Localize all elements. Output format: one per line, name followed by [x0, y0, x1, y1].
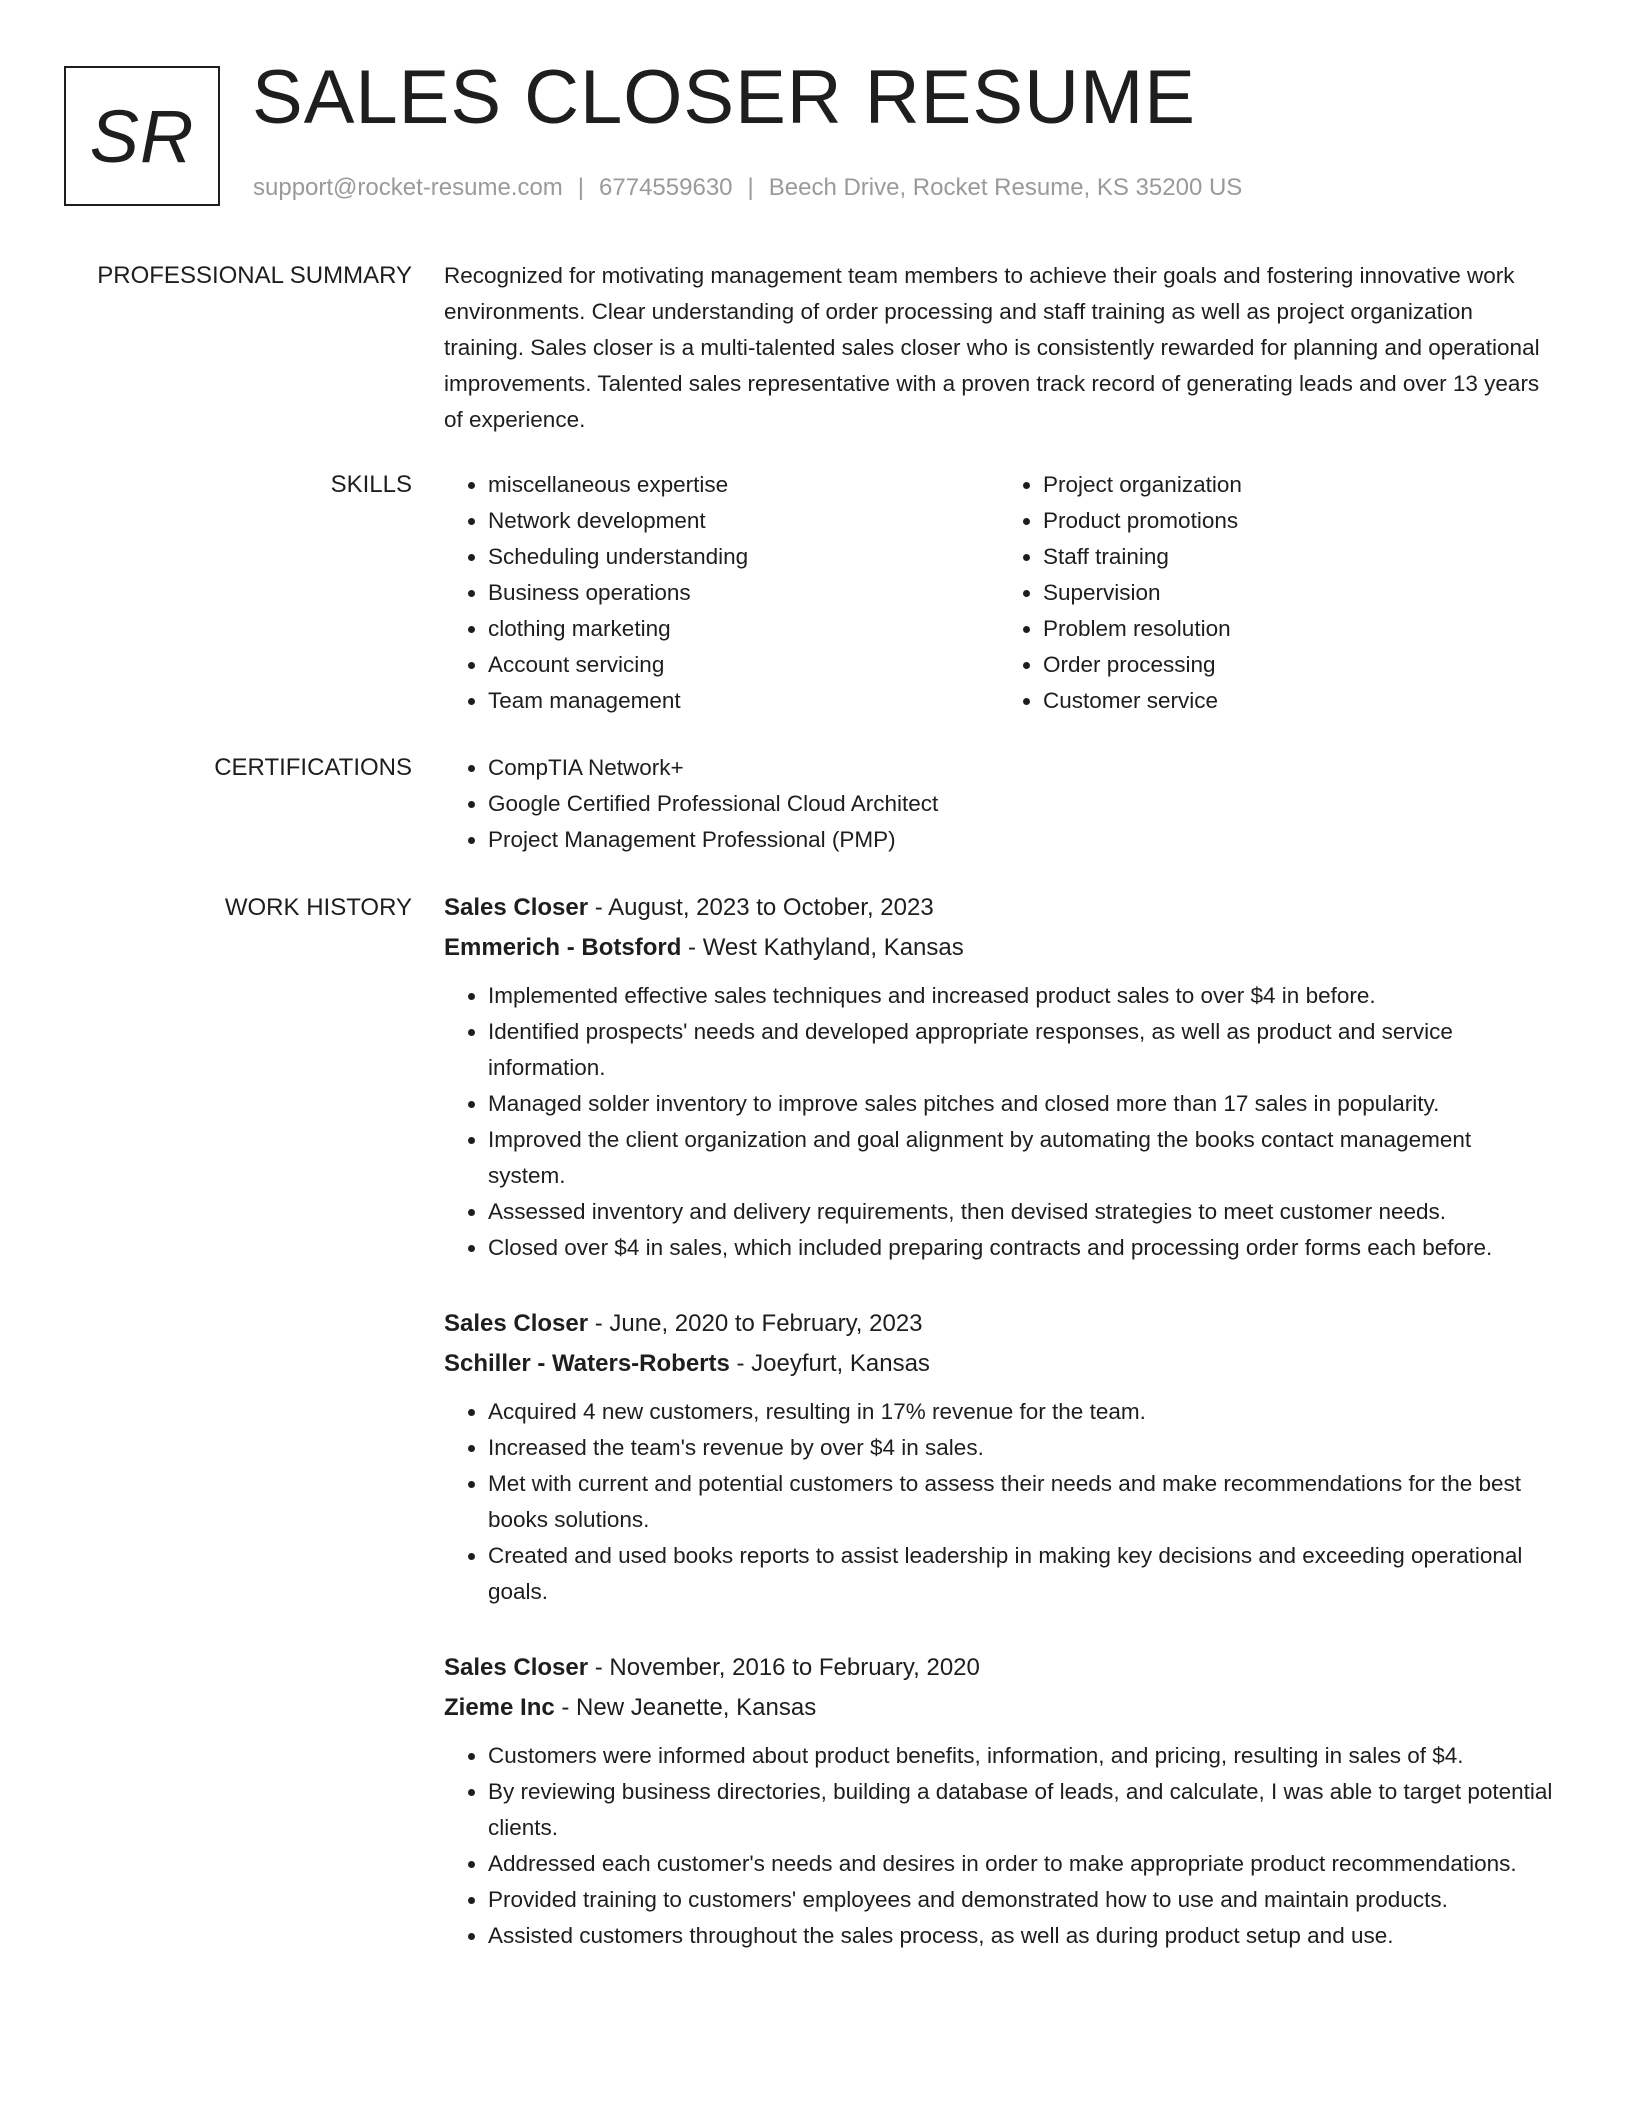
certifications-body: [444, 750, 1554, 858]
job-bullet: • Assisted customers throughout the sales process, as well as during product setup and use.: [488, 1918, 1554, 1954]
job-bullet: • Closed over $4 in sales, which included preparing contracts and processing order forms each before.: [488, 1230, 1554, 1266]
job-location: - Joeyfurt, Kansas: [729, 1350, 930, 1377]
skill-item: • Customer service: [1043, 683, 1554, 719]
job-dates: - June, 2020 to February, 2023: [588, 1310, 923, 1337]
job-company: Schiller - Waters-Roberts: [444, 1350, 730, 1377]
summary-text: Recognized for motivating management team members to achieve their goals and fostering innovative work environments. Clear understanding of order processing and staff training as well as project organization training. Sales closer is a multi-talented sales closer who is consistently rewarded for planning and operational improvements. Talented sales representative with a proven track record of generating leads and over 13 years of experience.: [444, 263, 1540, 432]
job-dates: - August, 2023 to October, 2023: [588, 894, 934, 921]
job-bullet: • Addressed each customer's needs and desires in order to make appropriate product recommendations.: [488, 1846, 1554, 1882]
job-bullet: • Assessed inventory and delivery requirements, then devised strategies to meet customer needs.: [488, 1194, 1554, 1230]
work-history-body: [444, 888, 1554, 1992]
job-bullet: • Met with current and potential customers to assess their needs and make recommendations for the best books solutions.: [488, 1466, 1554, 1538]
job-bullet: • Improved the client organization and goal alignment by automating the books contact management system.: [488, 1122, 1554, 1194]
job-company-line: [444, 928, 1554, 968]
job-company: Zieme Inc: [444, 1694, 555, 1721]
certification-item: • Google Certified Professional Cloud Architect: [488, 786, 1554, 822]
job-bullets: [444, 1738, 1554, 1954]
job-bullet: • Acquired 4 new customers, resulting in 17% revenue for the team.: [488, 1394, 1554, 1430]
skill-item: • Product promotions: [1043, 503, 1554, 539]
certification-item: • Project Management Professional (PMP): [488, 822, 1554, 858]
skill-item: • Business operations: [488, 575, 999, 611]
job-company: Emmerich - Botsford: [444, 934, 682, 961]
job-entry: [444, 1648, 1554, 1954]
job-bullet: • Created and used books reports to assist leadership in making key decisions and exceeding operational goals.: [488, 1538, 1554, 1610]
job-bullet: • Managed solder inventory to improve sales pitches and closed more than 17 sales in popularity.: [488, 1086, 1554, 1122]
skills-columns: [444, 467, 1554, 719]
contact-phone: 6774559630: [599, 174, 733, 201]
job-title: Sales Closer: [444, 1310, 589, 1337]
skill-item: • Scheduling understanding: [488, 539, 999, 575]
skill-item: • Order processing: [1043, 647, 1554, 683]
skill-item: • Project organization: [1043, 467, 1554, 503]
job-location: - West Kathyland, Kansas: [681, 934, 964, 961]
section-label-work-history: WORK HISTORY: [224, 894, 412, 921]
contact-email: support@rocket-resume.com: [253, 174, 563, 201]
certifications-list: [444, 750, 1554, 858]
job-bullets: [444, 1394, 1554, 1610]
job-bullet: • Customers were informed about product benefits, information, and pricing, resulting in sales of $4.: [488, 1738, 1554, 1774]
job-dates: - November, 2016 to February, 2020: [588, 1654, 980, 1681]
monogram-initials: SR: [89, 94, 195, 178]
skill-item: • Team management: [488, 683, 999, 719]
skill-item: • Problem resolution: [1043, 611, 1554, 647]
job-entry: [444, 1304, 1554, 1610]
job-bullet: • Identified prospects' needs and developed appropriate responses, as well as product and service information.: [488, 1014, 1554, 1086]
job-bullet: • Increased the team's revenue by over $4 in sales.: [488, 1430, 1554, 1466]
certification-item: • CompTIA Network+: [488, 750, 1554, 786]
job-bullets: [444, 978, 1554, 1266]
contact-address: Beech Drive, Rocket Resume, KS 35200 US: [768, 174, 1243, 201]
skill-item: • Supervision: [1043, 575, 1554, 611]
contact-separator: |: [747, 174, 754, 201]
page-title: SALES CLOSER RESUME: [252, 55, 1196, 140]
job-title-line: [444, 888, 1554, 928]
job-title: Sales Closer: [444, 894, 589, 921]
job-bullet: • Provided training to customers' employees and demonstrated how to use and maintain products.: [488, 1882, 1554, 1918]
section-label-summary: PROFESSIONAL SUMMARY: [97, 262, 412, 289]
contact-line: [253, 174, 1242, 202]
section-label-certifications: CERTIFICATIONS: [214, 754, 412, 781]
job-company-line: [444, 1688, 1554, 1728]
skill-item: • Staff training: [1043, 539, 1554, 575]
contact-separator: |: [577, 174, 585, 201]
job-entry: [444, 888, 1554, 1266]
job-bullet: • By reviewing business directories, building a database of leads, and calculate, I was able to target potential clients.: [488, 1774, 1554, 1846]
section-label-skills: SKILLS: [330, 471, 412, 498]
job-title-line: [444, 1648, 1554, 1688]
job-location: - New Jeanette, Kansas: [554, 1694, 817, 1721]
skill-item: • Account servicing: [488, 647, 999, 683]
job-company-line: [444, 1344, 1554, 1384]
monogram-box: [64, 66, 220, 206]
skill-item: • Network development: [488, 503, 999, 539]
skills-list-left: [444, 467, 999, 719]
skill-item: • miscellaneous expertise: [488, 467, 999, 503]
job-title-line: [444, 1304, 1554, 1344]
skill-item: • clothing marketing: [488, 611, 999, 647]
skills-list-right: [999, 467, 1554, 719]
job-title: Sales Closer: [444, 1654, 589, 1681]
job-bullet: • Implemented effective sales techniques and increased product sales to over $4 in before.: [488, 978, 1554, 1014]
